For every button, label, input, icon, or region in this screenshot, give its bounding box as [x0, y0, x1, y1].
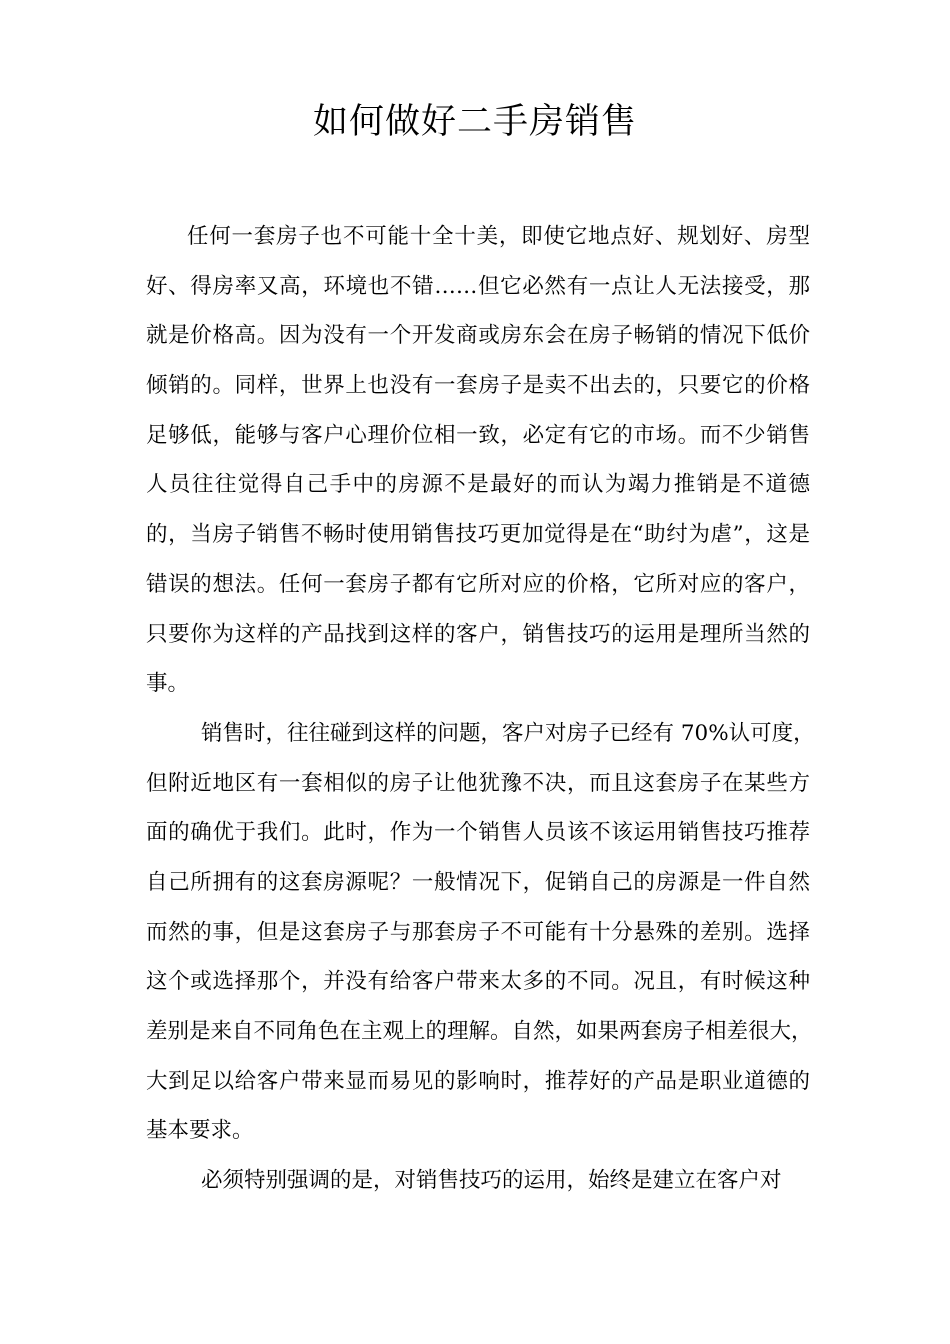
- paragraph-1: [146, 212, 810, 709]
- paragraph-3: [146, 1156, 810, 1206]
- paragraph-line: 只要你为这样的产品找到这样的客户，销售技巧的运用是理所当然的: [146, 621, 810, 647]
- paragraph-line: 自己所拥有的这套房源呢？一般情况下，促销自己的房源是一件自然: [146, 869, 810, 895]
- paragraph-line: 基本要求。: [146, 1118, 254, 1144]
- paragraph-line: 销售时，往往碰到这样的问题，客户对房子已经有 70%认可度，: [201, 720, 815, 746]
- paragraph-line: 面的确优于我们。此时，作为一个销售人员该不该运用销售技巧推荐: [146, 820, 810, 846]
- paragraph-line: 好、得房率又高，环境也不错……但它必然有一点让人无法接受，那: [146, 273, 810, 299]
- paragraph-line: 大到足以给客户带来显而易见的影响时，推荐好的产品是职业道德的: [146, 1068, 810, 1094]
- paragraph-line: 错误的想法。任何一套房子都有它所对应的价格，它所对应的客户，: [146, 571, 810, 597]
- document-title: 如何做好二手房销售: [312, 102, 637, 142]
- paragraph-line: 任何一套房子也不可能十全十美，即使它地点好、规划好、房型: [187, 224, 810, 249]
- paragraph-line: 人员往往觉得自己手中的房源不是最好的而认为竭力推销是不道德: [146, 472, 810, 498]
- paragraph-line: 但附近地区有一套相似的房子让他犹豫不决，而且这套房子在某些方: [146, 770, 810, 796]
- paragraph-line: 的，当房子销售不畅时使用销售技巧更加觉得是在“助纣为虐”，这是: [146, 522, 810, 548]
- paragraph-line: 足够低，能够与客户心理价位相一致，必定有它的市场。而不少销售: [146, 422, 810, 448]
- document-body: [146, 212, 815, 1206]
- paragraph-line: 这个或选择那个，并没有给客户带来太多的不同。况且，有时候这种: [146, 969, 810, 995]
- paragraph-line: 事。: [146, 671, 190, 697]
- paragraph-line: 就是价格高。因为没有一个开发商或房东会在房子畅销的情况下低价: [146, 323, 810, 349]
- paragraph-line: 差别是来自不同角色在主观上的理解。自然，如果两套房子相差很大，: [146, 1019, 813, 1044]
- paragraph-line: 倾销的。同样，世界上也没有一套房子是卖不出去的，只要它的价格: [146, 373, 810, 399]
- paragraph-line: 而然的事，但是这套房子与那套房子不可能有十分悬殊的差别。选择: [146, 919, 810, 945]
- paragraph-2: [146, 709, 815, 1156]
- paragraph-line: 必须特别强调的是，对销售技巧的运用，始终是建立在客户对: [201, 1168, 782, 1194]
